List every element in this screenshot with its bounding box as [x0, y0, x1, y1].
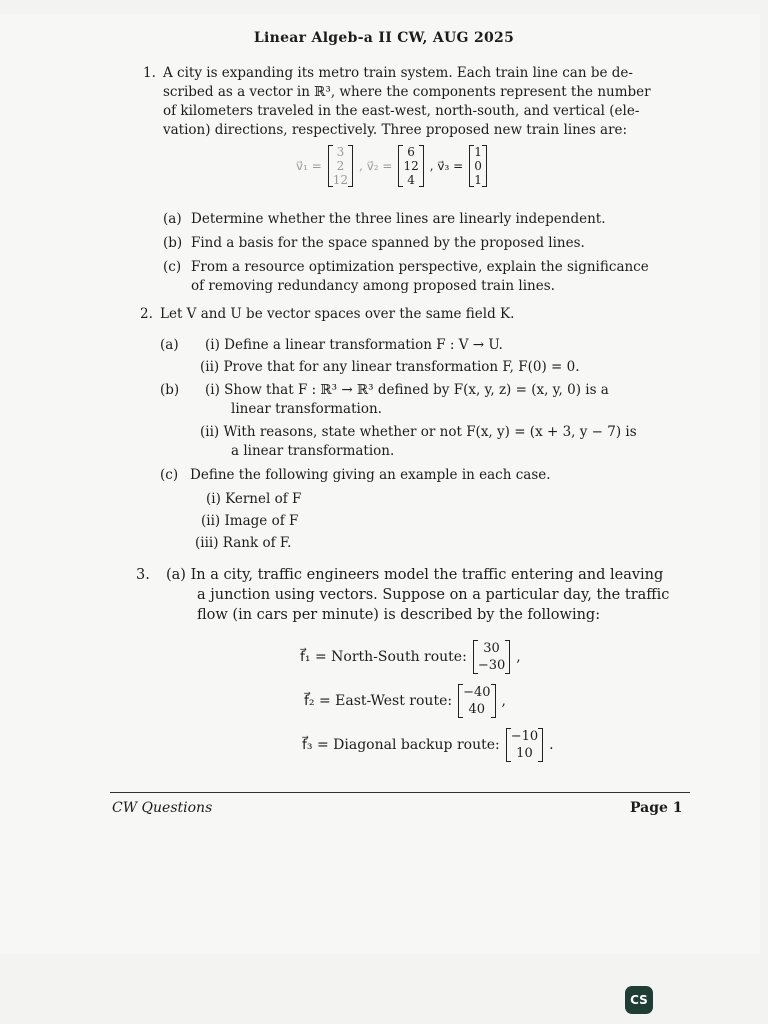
v1-label: v⃗₁ =	[296, 158, 322, 173]
q2c-item-3: (iii) Rank of F.	[195, 535, 292, 551]
v2-matrix	[398, 145, 423, 187]
v2-label: , v⃗₂ =	[359, 158, 393, 173]
v1-entry-1: 3	[336, 145, 345, 159]
q1-line-4: vation) directions, respectively. Three proposed new train lines are:	[163, 122, 628, 138]
q3-number: 3.	[136, 567, 150, 583]
v3-label: , v⃗₃ =	[429, 158, 464, 173]
q1c-text-2: of removing redundancy among proposed train lines.	[191, 278, 555, 294]
q1b-text: Find a basis for the space spanned by the proposed lines.	[191, 235, 585, 251]
f3-row	[302, 728, 554, 762]
f3-matrix	[506, 728, 543, 762]
q1-vectors	[296, 145, 487, 187]
f3-entry-1: −10	[510, 729, 539, 744]
q1a-text: Determine whether the three lines are linearly independent.	[191, 211, 606, 227]
f1-matrix	[473, 640, 510, 674]
f1-entry-1: 30	[483, 641, 500, 656]
v3-entry-1: 1	[474, 145, 482, 159]
q2a-i: (i) Define a linear transformation F : V → U.	[205, 337, 503, 353]
f1-label: f⃗₁ = North-South route:	[300, 648, 467, 665]
q2c-item-2: (ii) Image of F	[201, 513, 299, 529]
f2-entry-2: 40	[468, 702, 486, 717]
q1-number: 1.	[143, 65, 156, 81]
q2a-ii: (ii) Prove that for any linear transformation F, F(0) = 0.	[200, 359, 580, 375]
f3-label: f⃗₃ = Diagonal backup route:	[302, 736, 500, 753]
q2c-label: (c)	[160, 467, 179, 483]
q1-line-2: scribed as a vector in ℝ³, where the components represent the number	[163, 84, 651, 100]
q1b-label: (b)	[163, 235, 183, 251]
camscanner-logo-icon: CS	[625, 986, 653, 1014]
q3-line-3: flow (in cars per minute) is described by the following:	[197, 607, 601, 623]
q1c-text: From a resource optimization perspective, explain the significance	[191, 259, 649, 275]
f2-comma: ,	[501, 692, 506, 709]
v1-entry-3: 12	[332, 173, 349, 187]
q3-line-1: (a) In a city, traffic engineers model the traffic entering and leaving	[166, 567, 664, 583]
v2-entry-3: 4	[407, 173, 415, 187]
v3-entry-2: 0	[474, 159, 482, 173]
q1c-label: (c)	[163, 259, 182, 275]
q2b-ii: (ii) With reasons, state whether or not F(x, y) = (x + 3, y − 7) is	[200, 424, 637, 440]
q2b-i: (i) Show that F : ℝ³ → ℝ³ defined by F(x, y, z) = (x, y, 0) is a	[205, 382, 609, 398]
f2-label: f⃗₂ = East-West route:	[304, 692, 453, 709]
q2b-ii-cont: a linear transformation.	[231, 443, 395, 459]
q1a-label: (a)	[163, 211, 182, 227]
q2b-i-cont: linear transformation.	[231, 401, 382, 417]
v1-entry-2: 2	[336, 159, 345, 173]
q2c-text: Define the following giving an example in each case.	[190, 467, 551, 483]
q3-line-2: a junction using vectors. Suppose on a particular day, the traffic	[197, 587, 670, 603]
f2-row	[304, 684, 506, 718]
v3-matrix	[469, 145, 487, 187]
v1-matrix	[328, 145, 353, 187]
v2-entry-2: 12	[403, 159, 419, 173]
f1-entry-2: −30	[477, 658, 506, 673]
q2-number: 2.	[140, 306, 153, 322]
f3-period: .	[549, 736, 554, 753]
v3-entry-3: 1	[474, 173, 482, 187]
f2-entry-1: −40	[463, 685, 491, 700]
f2-matrix	[458, 684, 495, 718]
q2b-label: (b)	[160, 382, 180, 398]
f3-entry-2: 10	[516, 746, 533, 761]
footer-label: CW Questions	[112, 800, 213, 816]
page-number: Page 1	[630, 800, 683, 816]
f1-comma: ,	[516, 648, 521, 665]
q2a-label: (a)	[160, 337, 179, 353]
footer-divider	[110, 792, 690, 793]
q1-line-3: of kilometers traveled in the east-west, north-south, and vertical (ele-	[163, 103, 640, 119]
f1-row	[300, 640, 521, 674]
q2c-item-1: (i) Kernel of F	[206, 491, 302, 507]
q1-line-1: A city is expanding its metro train system. Each train line can be de-	[163, 65, 633, 81]
v2-entry-1: 6	[407, 145, 415, 159]
q2-intro: Let V and U be vector spaces over the same field K.	[160, 306, 515, 322]
document-title: Linear Algeb-a II CW, AUG 2025	[253, 30, 515, 46]
